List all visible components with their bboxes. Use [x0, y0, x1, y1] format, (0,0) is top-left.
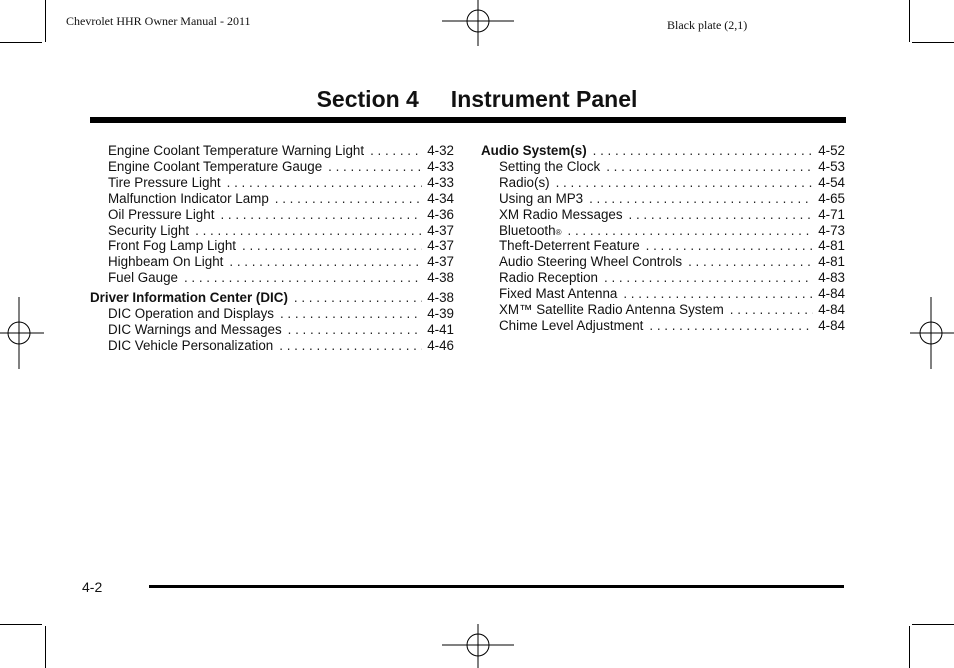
registration-mark-bottom	[440, 622, 516, 668]
dot-leader	[556, 175, 814, 191]
toc-entry-label: Security Light	[108, 222, 190, 238]
crop-mark	[45, 0, 46, 42]
toc-entry[interactable]	[481, 207, 845, 223]
dot-leader	[280, 306, 422, 322]
toc-entry-label: Driver Information Center (DIC)	[90, 290, 288, 306]
dot-leader	[370, 143, 422, 159]
toc-entry-page: 4-38	[427, 290, 454, 306]
toc-entry[interactable]	[90, 322, 454, 338]
crop-mark	[912, 42, 954, 43]
toc-entry-page: 4-84	[818, 302, 845, 318]
toc-entry-label: Bluetooth	[499, 222, 556, 238]
toc-entry-label: Audio Steering Wheel Controls	[499, 254, 683, 270]
registration-mark-top	[440, 0, 516, 48]
toc-entry-page: 4-84	[818, 317, 845, 333]
registration-mark-right	[906, 295, 954, 371]
dot-leader	[604, 270, 813, 286]
toc-entry-label: Audio System(s)	[481, 143, 587, 158]
toc-entry-label: Highbeam On Light	[108, 254, 224, 270]
toc-entry-page: 4-32	[427, 143, 454, 158]
toc-entry-label: DIC Vehicle Personalization	[108, 337, 274, 353]
toc-entry[interactable]: Bluetooth ® . . . 4-73	[481, 223, 845, 239]
toc-entry[interactable]	[90, 306, 454, 322]
toc-entry-page: 4-41	[427, 321, 454, 337]
toc-entry[interactable]	[90, 159, 454, 175]
dot-leader	[623, 286, 813, 302]
toc-entry[interactable]	[90, 270, 454, 286]
toc-entry-page: 4-54	[818, 174, 845, 190]
dot-leader	[242, 238, 422, 254]
toc-entry-label: XM Radio Messages	[499, 206, 623, 222]
dot-leader	[220, 207, 422, 223]
toc-entry-page: 4-37	[427, 254, 454, 270]
section-title: Section 4 Instrument Panel	[316, 86, 638, 112]
toc-entry[interactable]	[90, 290, 454, 306]
toc-entry-label: DIC Operation and Displays	[108, 306, 274, 322]
dot-leader	[279, 338, 422, 354]
dot-leader	[229, 254, 422, 270]
footer-rule	[149, 585, 844, 588]
toc-entry-label: XM™ Satellite Radio Antenna System	[499, 302, 724, 318]
toc-entry-page: 4-33	[427, 158, 454, 174]
toc-entry-page: 4-36	[427, 206, 454, 222]
toc-entry-label: Radio Reception	[499, 270, 599, 286]
toc-entry-label: Tire Pressure Light	[108, 174, 221, 190]
page-number: 4-2	[82, 579, 103, 595]
toc-entry-label: Malfunction Indicator Lamp	[108, 190, 269, 206]
dot-leader	[646, 238, 814, 254]
toc-entry[interactable]	[481, 286, 845, 302]
crop-mark	[0, 624, 42, 625]
toc-entry[interactable]	[481, 254, 845, 270]
dot-leader	[184, 270, 422, 286]
dot-leader	[606, 159, 813, 175]
toc-entry-page: 4-37	[427, 222, 454, 238]
toc-right-column	[481, 143, 845, 334]
dot-leader	[294, 290, 422, 306]
toc-entry[interactable]	[481, 238, 845, 254]
toc-entry-label: Using an MP3	[499, 190, 584, 206]
crop-mark	[45, 626, 46, 668]
toc-entry[interactable]	[90, 207, 454, 223]
toc-entry-label: Engine Coolant Temperature Gauge	[108, 158, 323, 174]
toc-entry-page: 4-71	[818, 206, 845, 222]
toc-entry[interactable]	[481, 318, 845, 334]
toc-entry[interactable]	[90, 254, 454, 270]
toc-entry-page: 4-84	[818, 286, 845, 302]
toc-entry-page: 4-73	[818, 222, 845, 238]
toc-entry[interactable]	[481, 191, 845, 207]
toc-entry[interactable]	[481, 270, 845, 286]
toc-entry-label: Radio(s)	[499, 174, 550, 190]
toc-entry[interactable]	[90, 191, 454, 207]
toc-entry-label: Front Fog Lamp Light	[108, 238, 237, 254]
plate-label: Black plate (2,1)	[667, 18, 748, 32]
toc-entry[interactable]	[90, 223, 454, 239]
dot-leader	[589, 191, 813, 207]
toc-entry[interactable]	[481, 159, 845, 175]
dot-leader	[649, 318, 813, 334]
toc-entry[interactable]	[481, 143, 845, 159]
title-rule	[90, 117, 846, 123]
toc-entry-label: Chime Level Adjustment	[499, 317, 644, 333]
toc-entry[interactable]	[90, 175, 454, 191]
dot-leader	[593, 143, 814, 159]
toc-entry-page: 4-34	[427, 190, 454, 206]
toc-entry-page: 4-38	[427, 270, 454, 286]
dot-leader	[227, 175, 423, 191]
dot-leader	[328, 159, 422, 175]
crop-mark	[0, 42, 42, 43]
toc-entry[interactable]	[90, 338, 454, 354]
crop-mark	[909, 0, 910, 42]
toc-entry-page: 4-52	[818, 143, 845, 158]
dot-leader	[688, 254, 813, 270]
toc-entry-page: 4-53	[818, 158, 845, 174]
toc-entry[interactable]	[90, 238, 454, 254]
toc-entry-label: Setting the Clock	[499, 158, 601, 174]
toc-entry-page: 4-65	[818, 190, 845, 206]
toc-entry-page: 4-37	[427, 238, 454, 254]
dot-leader	[568, 223, 814, 239]
toc-entry-label: Fuel Gauge	[108, 270, 178, 286]
dot-leader	[195, 223, 422, 239]
toc-entry[interactable]	[481, 175, 845, 191]
crop-mark	[912, 624, 954, 625]
toc-entry[interactable]	[90, 143, 454, 159]
toc-entry-label: Engine Coolant Temperature Warning Light	[108, 143, 365, 158]
manual-title: Chevrolet HHR Owner Manual - 2011	[66, 14, 251, 28]
dot-leader	[629, 207, 814, 223]
registration-mark-left	[0, 295, 48, 371]
toc-entry-page: 4-81	[818, 238, 845, 254]
toc-entry-label: Theft-Deterrent Feature	[499, 238, 640, 254]
dot-leader	[288, 322, 423, 338]
crop-mark	[909, 626, 910, 668]
toc-entry-page: 4-39	[427, 306, 454, 322]
toc-entry-page: 4-81	[818, 254, 845, 270]
toc-entry-label: DIC Warnings and Messages	[108, 321, 282, 337]
toc-left-column	[90, 143, 454, 354]
toc-entry-label: Oil Pressure Light	[108, 206, 215, 222]
toc-entry-label: Fixed Mast Antenna	[499, 286, 618, 302]
toc-entry-page: 4-33	[427, 174, 454, 190]
toc-entry-page: 4-46	[427, 337, 454, 353]
dot-leader	[730, 302, 813, 318]
toc-entry[interactable]	[481, 302, 845, 318]
dot-leader	[275, 191, 422, 207]
toc-entry-page: 4-83	[818, 270, 845, 286]
